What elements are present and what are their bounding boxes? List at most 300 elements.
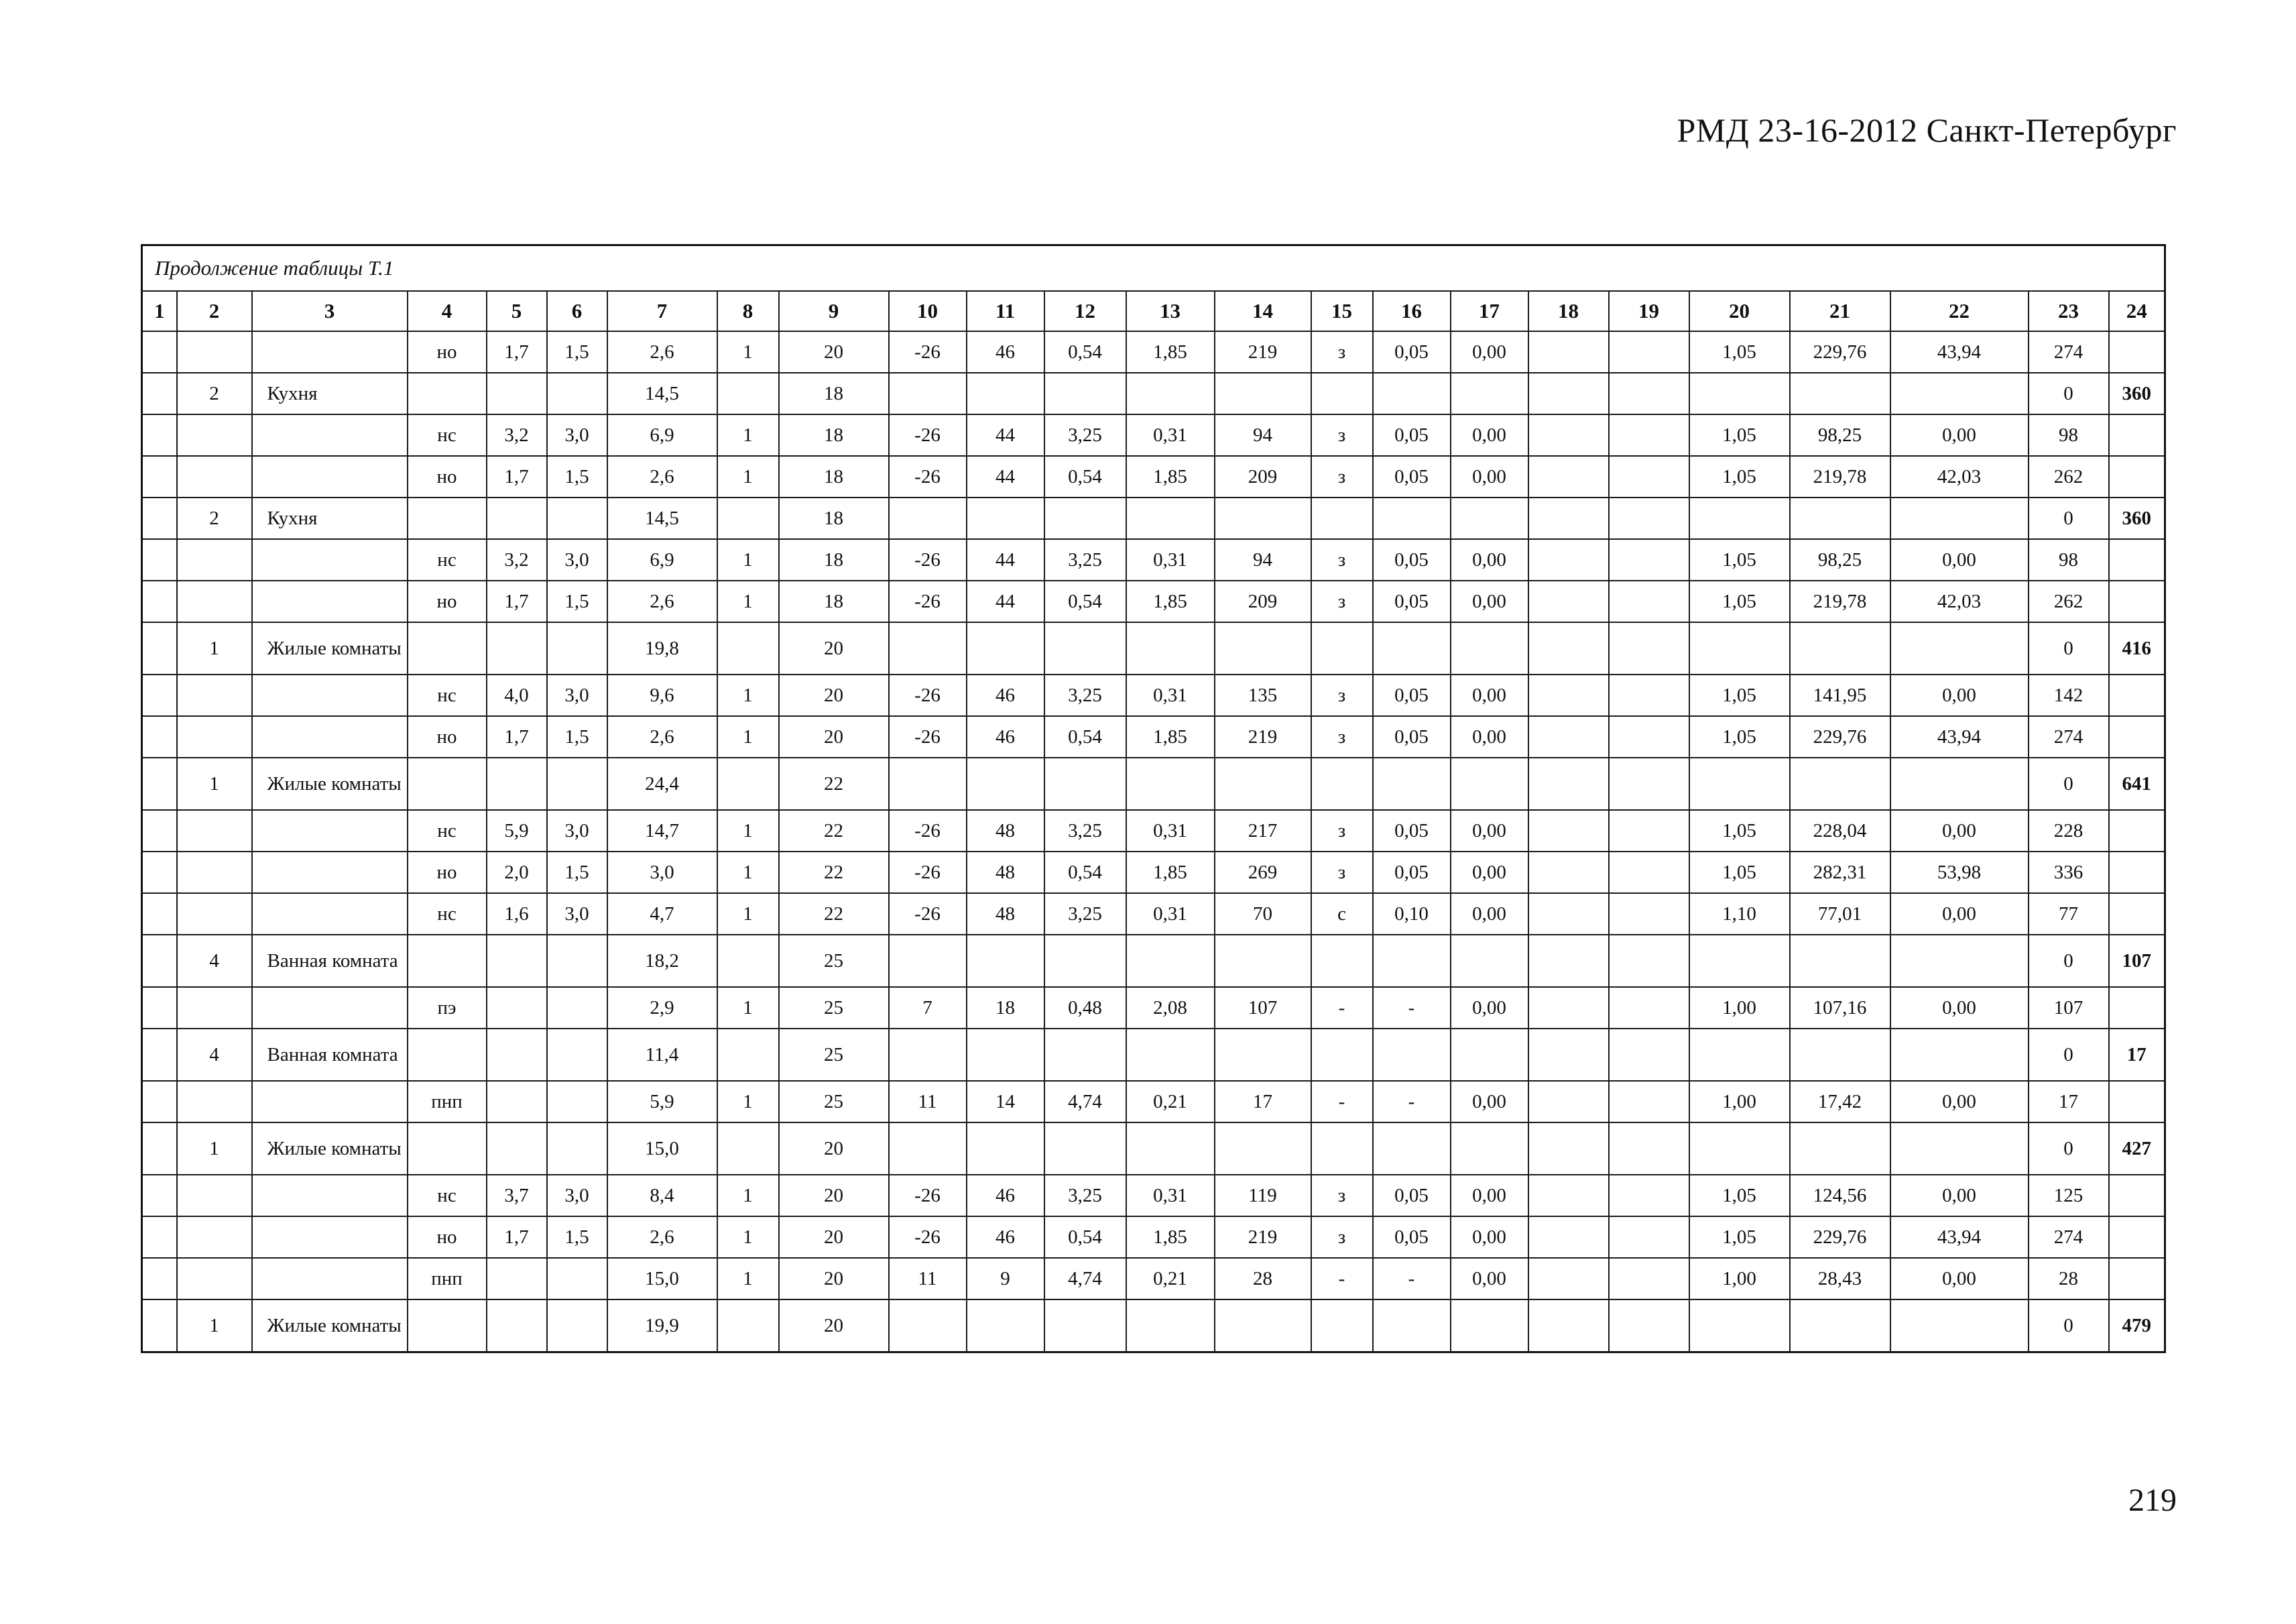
table-cell: 94 [1215,414,1311,456]
table-cell: 19,8 [607,622,717,675]
table-cell [487,1081,547,1122]
column-header-1: 1 [142,291,177,331]
table-cell: 2,6 [607,716,717,758]
table-cell [142,675,177,716]
table-cell: нс [408,675,487,716]
table-cell: 0,00 [1451,987,1528,1029]
table-cell: 3,0 [607,852,717,893]
table-cell [889,1029,967,1081]
table-cell [1044,758,1126,810]
table-cell: 4 [177,935,252,987]
table-cell [1528,1299,1609,1352]
table-cell [1215,498,1311,539]
table-cell [1126,498,1215,539]
table-cell: Ванная комната [252,1029,408,1081]
table-cell: 20 [779,1175,889,1216]
table-cell [1044,1029,1126,1081]
table-cell: з [1311,581,1373,622]
table-cell [487,498,547,539]
table-cell [547,758,607,810]
table-cell: 5,9 [607,1081,717,1122]
table-cell [1528,810,1609,852]
table-cell [1790,1029,1890,1081]
table-cell [487,1122,547,1175]
table-cell [889,498,967,539]
table-cell: 0 [2029,1122,2109,1175]
table-cell: 1,05 [1689,675,1790,716]
table-cell: Жилые комнаты [252,1299,408,1352]
table-cell: 0,00 [1890,675,2029,716]
table-cell: 1,7 [487,581,547,622]
table-cell: но [408,581,487,622]
column-header-15: 15 [1311,291,1373,331]
table-cell: 46 [967,1216,1044,1258]
table-cell: з [1311,810,1373,852]
table-cell: 14,5 [607,498,717,539]
table-cell [142,622,177,675]
table-cell: 0,54 [1044,456,1126,498]
table-cell: 1,05 [1689,414,1790,456]
table-cell: 0,31 [1126,675,1215,716]
table-cell: Жилые комнаты [252,1122,408,1175]
column-header-19: 19 [1609,291,1689,331]
table-row [142,1122,2165,1175]
table-cell: нс [408,539,487,581]
table-cell: 1,05 [1689,716,1790,758]
column-header-9: 9 [779,291,889,331]
table-cell [1528,987,1609,1029]
table-cell: 18 [779,581,889,622]
table-cell [1126,1029,1215,1081]
table-cell [1044,935,1126,987]
table-row [142,810,2165,852]
table-cell [1528,1029,1609,1081]
table-cell: 46 [967,675,1044,716]
document-header: РМД 23-16-2012 Санкт-Петербург [1677,111,2177,149]
table-cell: 135 [1215,675,1311,716]
table-cell: 77,01 [1790,893,1890,935]
table-row [142,539,2165,581]
table-cell: 28,43 [1790,1258,1890,1299]
table-cell [1373,1299,1451,1352]
table-cell [717,622,779,675]
table-cell: 98,25 [1790,414,1890,456]
table-cell: Жилые комнаты [252,622,408,675]
table-cell: 217 [1215,810,1311,852]
table-cell: Жилые комнаты [252,758,408,810]
table-cell [967,622,1044,675]
table-cell [1044,1122,1126,1175]
table-cell: 416 [2109,622,2165,675]
table-cell: 25 [779,1029,889,1081]
table-cell [1609,331,1689,373]
table-cell: 0,05 [1373,1175,1451,1216]
column-header-13: 13 [1126,291,1215,331]
table-cell: 1 [717,581,779,622]
table-cell [889,1299,967,1352]
table-cell: 1,7 [487,331,547,373]
table-cell: 0,00 [1890,414,2029,456]
table-cell: 98,25 [1790,539,1890,581]
table-cell: 22 [779,810,889,852]
table-cell: 124,56 [1790,1175,1890,1216]
table-cell: 228,04 [1790,810,1890,852]
table-cell [142,987,177,1029]
table-cell: 19,9 [607,1299,717,1352]
table-cell [487,758,547,810]
table-cell [1126,622,1215,675]
table-cell: -26 [889,893,967,935]
table-cell [717,1299,779,1352]
table-cell [889,935,967,987]
table-cell [1890,1029,2029,1081]
table-cell [1689,1299,1790,1352]
table-cell: 0,05 [1373,810,1451,852]
table-cell: 360 [2109,498,2165,539]
table-cell [1609,581,1689,622]
table-cell: 1 [177,758,252,810]
table-row [142,331,2165,373]
table-cell [487,987,547,1029]
table-cell: Ванная комната [252,935,408,987]
table-cell: 1 [177,1299,252,1352]
table-cell: 0,00 [1890,987,2029,1029]
table-row [142,622,2165,675]
table-cell: 6,9 [607,414,717,456]
table-row [142,373,2165,414]
table-cell [1311,758,1373,810]
table-cell: 0,05 [1373,1216,1451,1258]
table-cell: 1,05 [1689,456,1790,498]
table-cell [889,1122,967,1175]
column-header-20: 20 [1689,291,1790,331]
table-cell: 20 [779,1216,889,1258]
table-cell: 20 [779,1122,889,1175]
table-cell [1689,622,1790,675]
table-cell [1689,498,1790,539]
table-cell [142,893,177,935]
table-cell [2109,810,2165,852]
table-cell: 269 [1215,852,1311,893]
table-cell: 44 [967,539,1044,581]
table-cell: з [1311,414,1373,456]
table-cell [142,1029,177,1081]
table-row [142,1029,2165,1081]
table-cell [487,373,547,414]
table-cell [487,622,547,675]
table-cell [2109,456,2165,498]
table-cell: 219,78 [1790,581,1890,622]
table-cell [967,1299,1044,1352]
table-cell [1609,675,1689,716]
table-cell: 0,31 [1126,539,1215,581]
table-cell: 0,00 [1451,716,1528,758]
table-cell: 3,25 [1044,414,1126,456]
table-cell: 3,25 [1044,810,1126,852]
table-cell [1609,1029,1689,1081]
table-cell: 107 [1215,987,1311,1029]
table-cell [1528,414,1609,456]
table-row [142,716,2165,758]
table-cell [1609,1175,1689,1216]
table-row [142,581,2165,622]
table-cell: нс [408,414,487,456]
table-cell [1126,373,1215,414]
table-cell [1609,758,1689,810]
table-cell [2109,675,2165,716]
table-cell: 1,05 [1689,1175,1790,1216]
table-cell: 22 [779,893,889,935]
table-cell [1215,758,1311,810]
table-cell: 1,85 [1126,716,1215,758]
table-cell [1528,1216,1609,1258]
table-cell [1044,498,1126,539]
table-cell: 2,6 [607,1216,717,1258]
table-cell: 15,0 [607,1122,717,1175]
table-cell [142,1175,177,1216]
table-cell: Кухня [252,373,408,414]
column-header-7: 7 [607,291,717,331]
table-cell: 229,76 [1790,331,1890,373]
table-cell: 0,54 [1044,331,1126,373]
table-cell: з [1311,716,1373,758]
table-cell: 219 [1215,331,1311,373]
table-cell: 0,00 [1451,1081,1528,1122]
table-cell: 107 [2029,987,2109,1029]
table-cell [1609,414,1689,456]
table-cell: 0 [2029,758,2109,810]
table-cell: 0,05 [1373,581,1451,622]
table-cell: 3,25 [1044,539,1126,581]
table-cell [408,1029,487,1081]
table-cell: 3,25 [1044,893,1126,935]
table-cell: 1,6 [487,893,547,935]
table-cell: 18 [779,539,889,581]
table-cell [1890,758,2029,810]
table-cell: 229,76 [1790,716,1890,758]
table-cell: 42,03 [1890,581,2029,622]
table-cell: з [1311,852,1373,893]
table-cell [2109,331,2165,373]
table-cell: но [408,1216,487,1258]
table-cell [1126,1299,1215,1352]
table-cell: 28 [2029,1258,2109,1299]
table-cell [1451,758,1528,810]
table-cell [2109,539,2165,581]
table-cell: 0,00 [1451,414,1528,456]
table-cell [142,373,177,414]
table-cell: 125 [2029,1175,2109,1216]
table-cell: 17 [1215,1081,1311,1122]
table-cell [889,758,967,810]
table-cell [142,1216,177,1258]
table-cell: 14,7 [607,810,717,852]
table-cell: 0,31 [1126,414,1215,456]
table-cell: 219 [1215,716,1311,758]
table-cell [252,1258,408,1299]
table-cell: но [408,331,487,373]
table-cell [1044,622,1126,675]
table-cell [177,539,252,581]
table-cell: 4,7 [607,893,717,935]
table-cell [2109,1216,2165,1258]
table-cell: 0,00 [1451,1216,1528,1258]
table-cell [1528,331,1609,373]
table-cell: 1,5 [547,852,607,893]
table-cell [1609,373,1689,414]
table-cell: нс [408,1175,487,1216]
table-cell: 0,00 [1890,1081,2029,1122]
table-cell: з [1311,1175,1373,1216]
table-cell [1528,498,1609,539]
table-cell [177,852,252,893]
table-cell: 1,85 [1126,852,1215,893]
table-cell: 0,31 [1126,810,1215,852]
table-cell [1311,1122,1373,1175]
table-cell: 0,21 [1126,1081,1215,1122]
table-cell: 0,05 [1373,331,1451,373]
table-cell: 3,25 [1044,675,1126,716]
table-cell: 77 [2029,893,2109,935]
table-cell: 4,74 [1044,1081,1126,1122]
table-cell: 9 [967,1258,1044,1299]
table-cell: 107,16 [1790,987,1890,1029]
table-cell: з [1311,1216,1373,1258]
table-row [142,1299,2165,1352]
table-cell [142,758,177,810]
table-cell: 209 [1215,581,1311,622]
table-cell [717,498,779,539]
table-cell: 3,0 [547,414,607,456]
table-cell [1044,1299,1126,1352]
table-cell [177,893,252,935]
table-cell: 1,00 [1689,1081,1790,1122]
table-cell [177,414,252,456]
table-cell: -26 [889,1216,967,1258]
table-row [142,852,2165,893]
table-cell: 2 [177,498,252,539]
table-cell [142,1122,177,1175]
table-row [142,893,2165,935]
table-cell [547,1299,607,1352]
table-cell: 3,0 [547,539,607,581]
table-cell [967,935,1044,987]
table-cell: 24,4 [607,758,717,810]
table-cell [1373,935,1451,987]
table-cell: 0,48 [1044,987,1126,1029]
table-cell [1609,1122,1689,1175]
table-cell [547,1258,607,1299]
table-cell: 9,6 [607,675,717,716]
table-cell: 3,0 [547,893,607,935]
table-cell: 0 [2029,622,2109,675]
table-cell: 4,74 [1044,1258,1126,1299]
table-cell [1528,581,1609,622]
table-cell [717,758,779,810]
table-cell [2109,414,2165,456]
table-cell: 28 [1215,1258,1311,1299]
table-cell [547,498,607,539]
table-cell [1311,373,1373,414]
table-cell: 360 [2109,373,2165,414]
table-cell: 0,31 [1126,1175,1215,1216]
table-cell [177,1081,252,1122]
table-cell [1311,935,1373,987]
table-cell: 3,7 [487,1175,547,1216]
table-cell [1790,1122,1890,1175]
table-cell [1609,893,1689,935]
table-cell: 15,0 [607,1258,717,1299]
table-cell [252,1175,408,1216]
table-cell [177,1258,252,1299]
column-header-5: 5 [487,291,547,331]
table-row [142,758,2165,810]
table-cell [142,1258,177,1299]
page-number: 219 [2128,1483,2177,1518]
table-cell [1311,622,1373,675]
table-cell: 70 [1215,893,1311,935]
table-cell [547,1122,607,1175]
table-row [142,675,2165,716]
table-cell: з [1311,331,1373,373]
table-header-row [142,291,2165,331]
table-cell: 22 [779,852,889,893]
table-cell: 0 [2029,1029,2109,1081]
table-cell: 18 [967,987,1044,1029]
table-cell [1609,1216,1689,1258]
table-cell: 0,10 [1373,893,1451,935]
table-cell [252,414,408,456]
table-cell [1790,935,1890,987]
table-cell: 0,00 [1451,539,1528,581]
table-cell: 119 [1215,1175,1311,1216]
table-cell: 141,95 [1790,675,1890,716]
table-cell [967,373,1044,414]
table-cell: 107 [2109,935,2165,987]
table-cell: 219,78 [1790,456,1890,498]
table-cell: 479 [2109,1299,2165,1352]
column-header-6: 6 [547,291,607,331]
table-cell [252,893,408,935]
table-cell: 20 [779,622,889,675]
table-cell: 14,5 [607,373,717,414]
table-cell [177,331,252,373]
table-cell: -26 [889,852,967,893]
table-cell: 0,05 [1373,852,1451,893]
table-cell [1609,456,1689,498]
table-cell: 0 [2029,935,2109,987]
table-cell: 18 [779,498,889,539]
table-cell [1373,622,1451,675]
table-cell [1528,716,1609,758]
table-cell: 4 [177,1029,252,1081]
table-cell [1528,852,1609,893]
table-cell [1790,373,1890,414]
table-cell: 46 [967,716,1044,758]
table-cell [487,1299,547,1352]
table-cell: 0,05 [1373,675,1451,716]
table-row [142,935,2165,987]
table-cell [1528,1258,1609,1299]
table-cell: 3,0 [547,1175,607,1216]
table-cell: 14 [967,1081,1044,1122]
table-caption-row [142,245,2165,292]
table-cell [1890,373,2029,414]
table-cell: нс [408,893,487,935]
table-cell: 11 [889,1081,967,1122]
table-cell: 53,98 [1890,852,2029,893]
table-cell: 1,5 [547,716,607,758]
